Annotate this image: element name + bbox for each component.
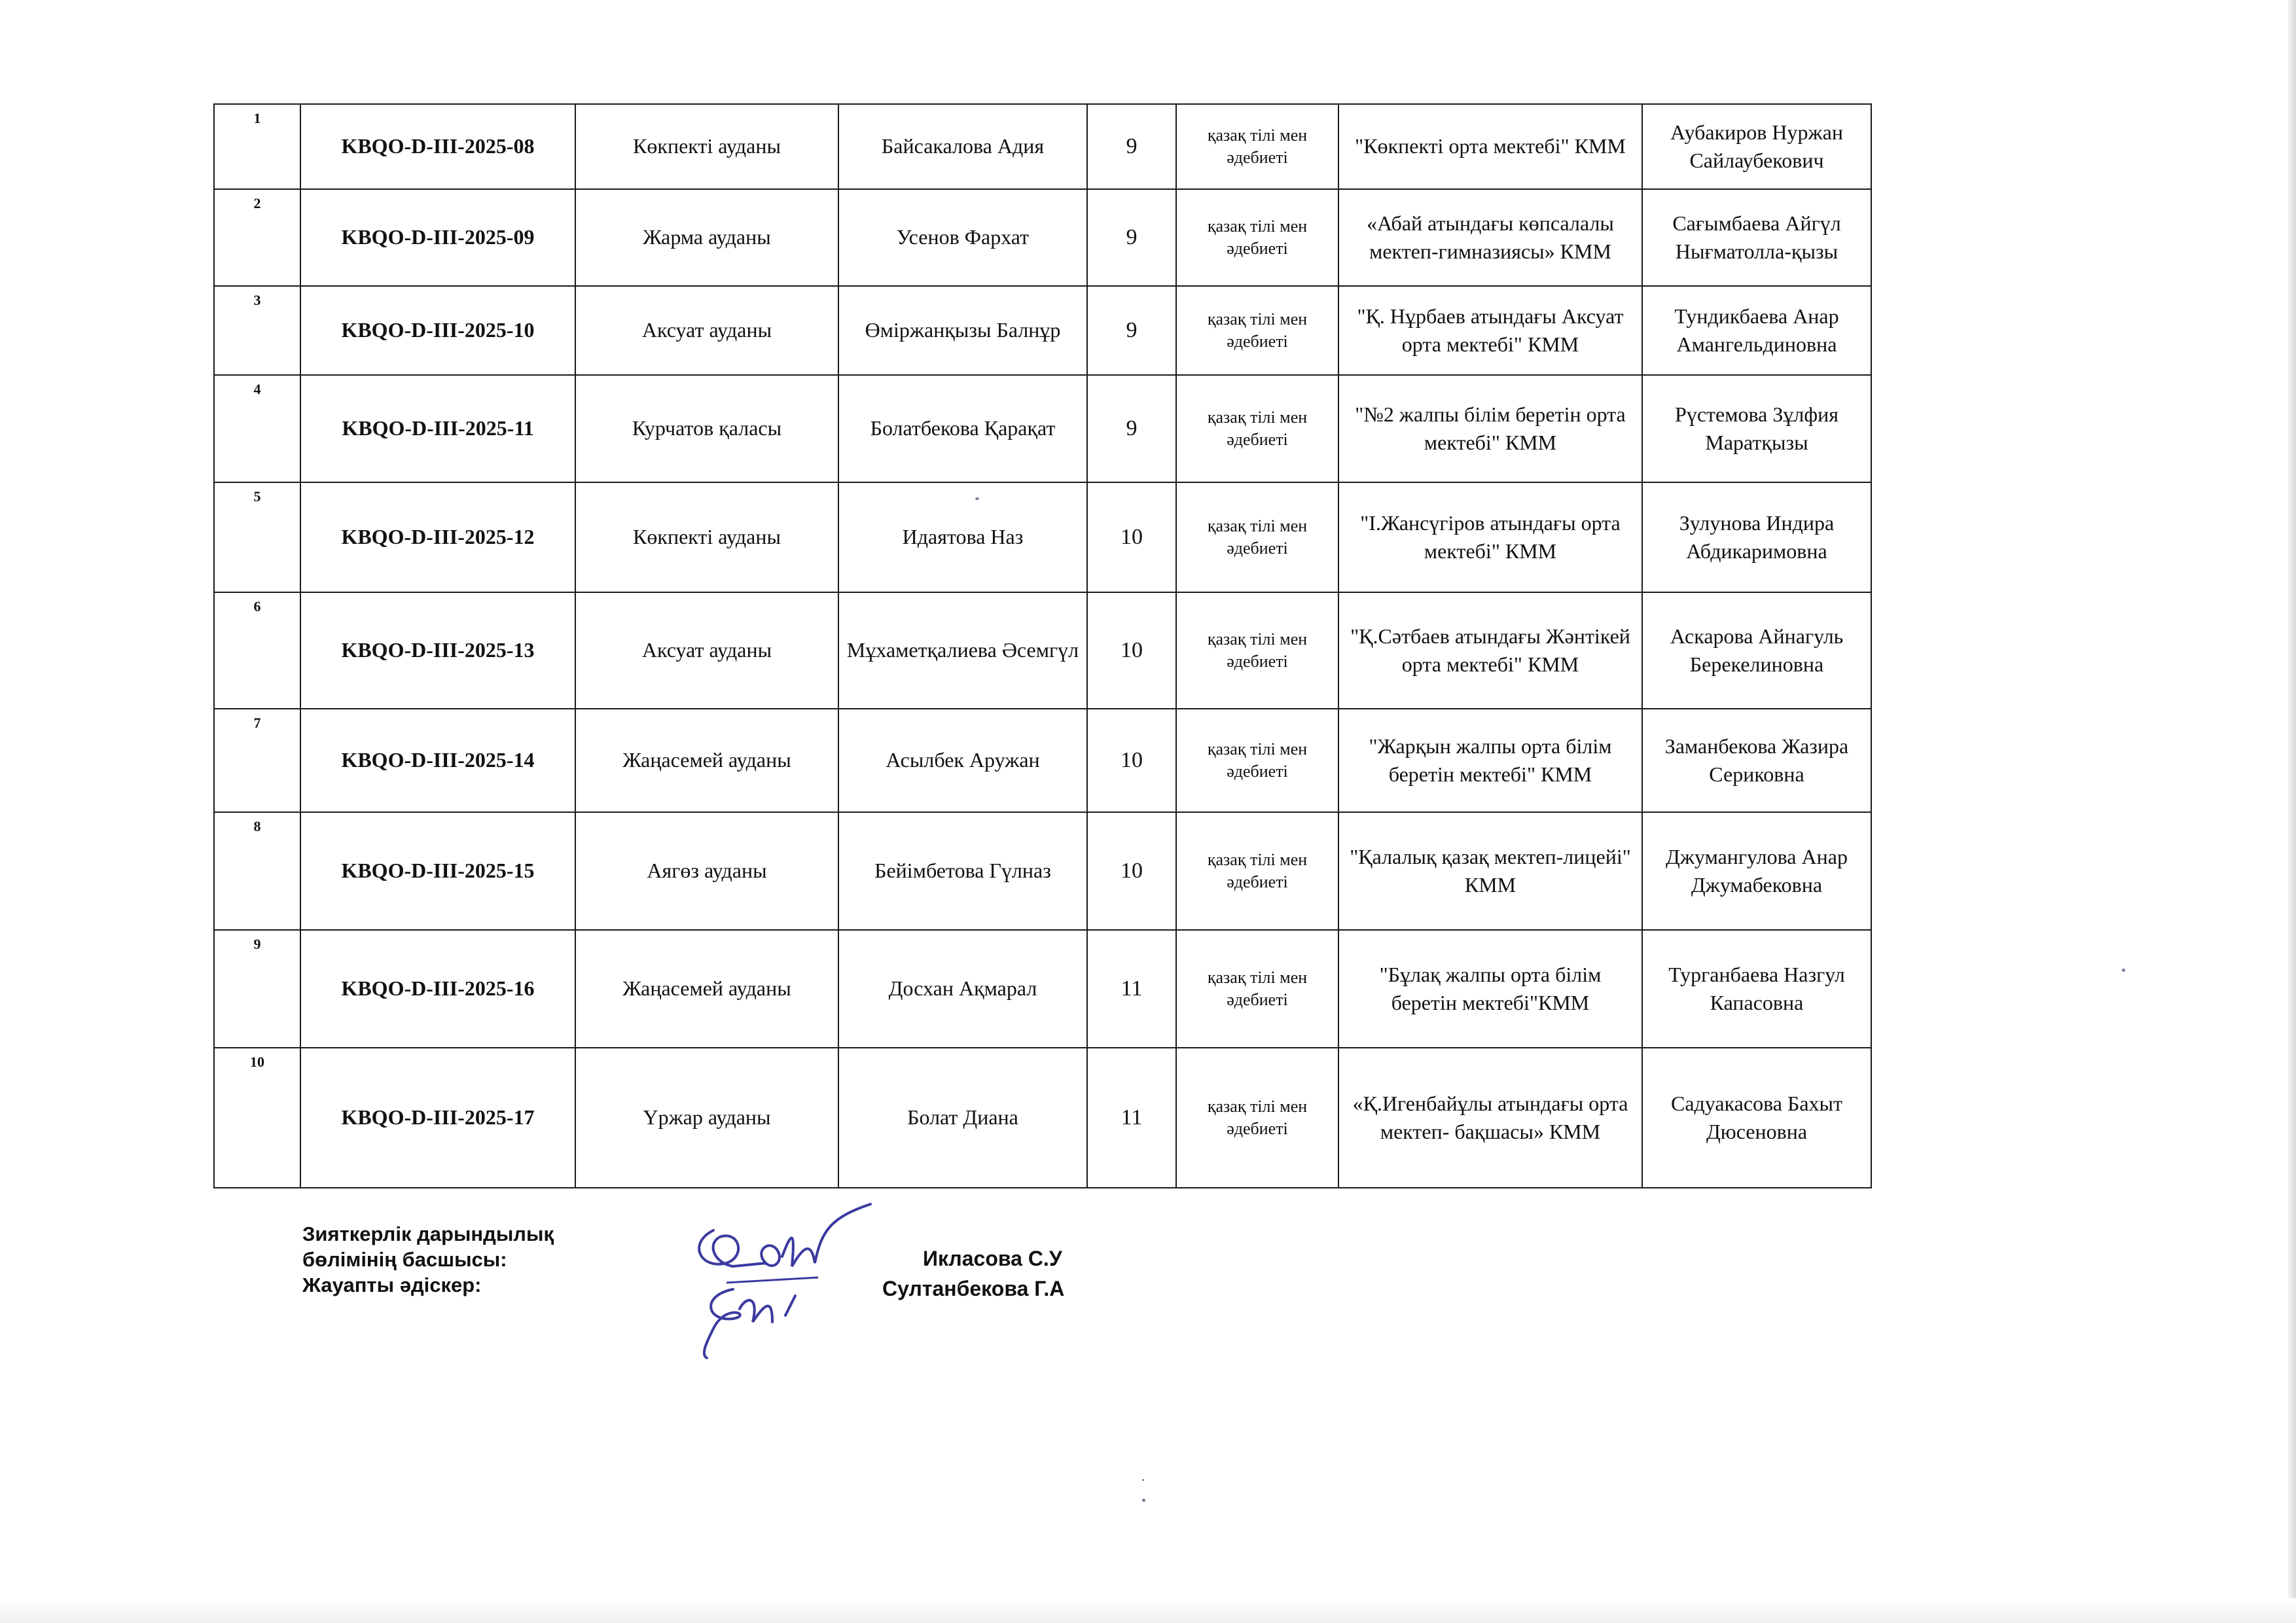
table-row [214, 375, 1871, 482]
subject-cell: қазақ тілі мен әдебиеті [1176, 286, 1338, 375]
teacher-cell: Зулунова Индира Абдикаримовна [1642, 482, 1871, 592]
methodist-signer-name: Султанбекова Г.А [882, 1277, 1065, 1300]
table-row [214, 812, 1871, 930]
code-cell: KBQO-D-III-2025-14 [300, 709, 575, 812]
district-cell: Жарма ауданы [575, 189, 838, 286]
student-cell: Идаятова Наз [838, 482, 1087, 592]
results-table [213, 103, 1872, 1188]
grade-cell: 10 [1087, 482, 1176, 592]
row-number-cell: 4 [214, 375, 300, 482]
table-row [214, 482, 1871, 592]
scan-edge [2288, 0, 2296, 1623]
grade-cell: 9 [1087, 286, 1176, 375]
teacher-cell: Садуакасова Бахыт Дюсеновна [1642, 1048, 1871, 1188]
head-signer-name: Икласова С.У [923, 1247, 1062, 1270]
school-cell: "№2 жалпы білім беретін орта мектебі" КММ [1338, 375, 1642, 482]
scan-bottom-edge [0, 1598, 2296, 1623]
table-row [214, 286, 1871, 375]
subject-cell: қазақ тілі мен әдебиеті [1176, 709, 1338, 812]
school-cell: "Бұлақ жалпы орта білім беретін мектебі"КММ [1338, 930, 1642, 1048]
subject-cell: қазақ тілі мен әдебиеті [1176, 812, 1338, 930]
scan-speck [975, 497, 979, 500]
row-number-cell: 1 [214, 104, 300, 189]
school-cell: "Көкпекті орта мектебі" КММ [1338, 104, 1642, 189]
row-number-cell: 2 [214, 189, 300, 286]
student-cell: Байсакалова Адия [838, 104, 1087, 189]
subject-cell: қазақ тілі мен әдебиеті [1176, 482, 1338, 592]
row-number-cell: 3 [214, 286, 300, 375]
school-cell: «Абай атындағы көпсалалы мектеп-гимназиясы» КММ [1338, 189, 1642, 286]
scan-speck [1142, 1499, 1145, 1502]
district-cell: Аягөз ауданы [575, 812, 838, 930]
grade-cell: 9 [1087, 189, 1176, 286]
grade-cell: 10 [1087, 592, 1176, 709]
school-cell: «Қ.Игенбайұлы атындағы орта мектеп- бақшасы» КММ [1338, 1048, 1642, 1188]
row-number-cell: 8 [214, 812, 300, 930]
student-cell: Өміржанқызы Балнұр [838, 286, 1087, 375]
grade-cell: 11 [1087, 1048, 1176, 1188]
subject-cell: қазақ тілі мен әдебиеті [1176, 375, 1338, 482]
school-cell: "Қалалық қазақ мектеп-лицейі" КММ [1338, 812, 1642, 930]
teacher-cell: Турганбаева Назгул Капасовна [1642, 930, 1871, 1048]
code-cell: KBQO-D-III-2025-12 [300, 482, 575, 592]
student-cell: Бейімбетова Гүлназ [838, 812, 1087, 930]
code-cell: KBQO-D-III-2025-15 [300, 812, 575, 930]
row-number-cell: 9 [214, 930, 300, 1048]
school-cell: "І.Жансүгіров атындағы орта мектебі" КММ [1338, 482, 1642, 592]
school-cell: "Қ.Сәтбаев атындағы Жәнтікей орта мектебі" КММ [1338, 592, 1642, 709]
subject-cell: қазақ тілі мен әдебиеті [1176, 592, 1338, 709]
subject-cell: қазақ тілі мен әдебиеті [1176, 1048, 1338, 1188]
row-number-cell: 5 [214, 482, 300, 592]
code-cell: KBQO-D-III-2025-10 [300, 286, 575, 375]
footer-block [302, 1221, 554, 1298]
subject-cell: қазақ тілі мен әдебиеті [1176, 189, 1338, 286]
code-cell: KBQO-D-III-2025-11 [300, 375, 575, 482]
teacher-cell: Рүстемова Зұлфия Маратқызы [1642, 375, 1871, 482]
row-number-cell: 10 [214, 1048, 300, 1188]
student-cell: Асылбек Аружан [838, 709, 1087, 812]
scan-speck [1142, 1479, 1144, 1481]
grade-cell: 10 [1087, 812, 1176, 930]
code-cell: KBQO-D-III-2025-13 [300, 592, 575, 709]
code-cell: KBQO-D-III-2025-08 [300, 104, 575, 189]
school-cell: "Жарқын жалпы орта білім беретін мектебі" КММ [1338, 709, 1642, 812]
school-cell: "Қ. Нұрбаев атындағы Аксуат орта мектебі" КММ [1338, 286, 1642, 375]
district-cell: Курчатов қаласы [575, 375, 838, 482]
district-cell: Көкпекті ауданы [575, 104, 838, 189]
district-cell: Аксуат ауданы [575, 592, 838, 709]
grade-cell: 9 [1087, 104, 1176, 189]
district-cell: Жаңасемей ауданы [575, 709, 838, 812]
district-cell: Жаңасемей ауданы [575, 930, 838, 1048]
code-cell: KBQO-D-III-2025-16 [300, 930, 575, 1048]
footer-methodist-label: Жауапты әдіскер: [302, 1274, 482, 1296]
teacher-cell: Тундикбаева Анар Амангельдиновна [1642, 286, 1871, 375]
table-row [214, 930, 1871, 1048]
teacher-cell: Заманбекова Жазира Сериковна [1642, 709, 1871, 812]
scan-speck [2122, 969, 2125, 972]
grade-cell: 9 [1087, 375, 1176, 482]
subject-cell: қазақ тілі мен әдебиеті [1176, 930, 1338, 1048]
district-cell: Аксуат ауданы [575, 286, 838, 375]
row-number-cell: 7 [214, 709, 300, 812]
student-cell: Усенов Фархат [838, 189, 1087, 286]
code-cell: KBQO-D-III-2025-17 [300, 1048, 575, 1188]
teacher-cell: Сағымбаева Айгүл Нығматолла-қызы [1642, 189, 1871, 286]
student-cell: Мұхаметқалиева Әсемгүл [838, 592, 1087, 709]
signature-image [674, 1191, 897, 1368]
footer-title-line2: бөлімінің басшысы: [302, 1248, 507, 1271]
footer-title-line1: Зияткерлік дарындылық [302, 1222, 554, 1245]
student-cell: Болатбекова Қарақат [838, 375, 1087, 482]
student-cell: Болат Диана [838, 1048, 1087, 1188]
code-cell: KBQO-D-III-2025-09 [300, 189, 575, 286]
table-row [214, 592, 1871, 709]
district-cell: Үржар ауданы [575, 1048, 838, 1188]
subject-cell: қазақ тілі мен әдебиеті [1176, 104, 1338, 189]
teacher-cell: Аубакиров Нуржан Сайлаубекович [1642, 104, 1871, 189]
teacher-cell: Аскарова Айнагуль Берекелиновна [1642, 592, 1871, 709]
grade-cell: 10 [1087, 709, 1176, 812]
table-row [214, 1048, 1871, 1188]
teacher-cell: Джумангулова Анар Джумабековна [1642, 812, 1871, 930]
table-row [214, 189, 1871, 286]
row-number-cell: 6 [214, 592, 300, 709]
table-row [214, 709, 1871, 812]
grade-cell: 11 [1087, 930, 1176, 1048]
table-body [214, 104, 1871, 1188]
district-cell: Көкпекті ауданы [575, 482, 838, 592]
student-cell: Досхан Ақмарал [838, 930, 1087, 1048]
table-row [214, 104, 1871, 189]
